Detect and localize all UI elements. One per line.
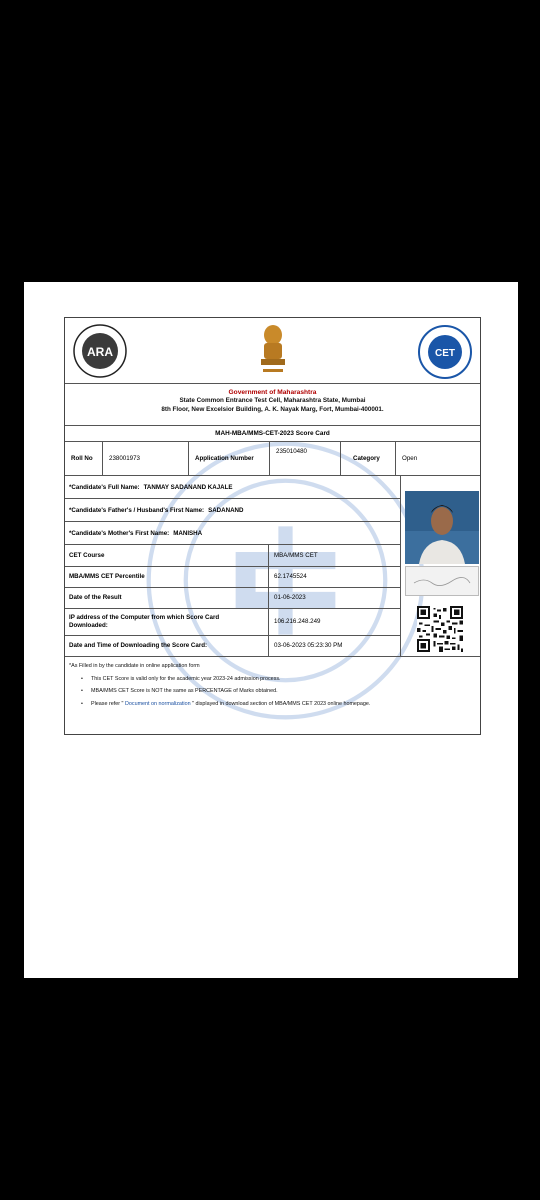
ara-logo	[72, 323, 128, 379]
normalization-document-link[interactable]: Document on normalization	[124, 700, 191, 707]
cet-logo	[417, 324, 473, 380]
father-name-label: *Candidate's Father's / Husband's First Name:	[69, 506, 205, 514]
ip-label	[65, 608, 269, 635]
mother-name-row	[65, 522, 401, 545]
percentile-value: 62.1745524	[269, 566, 401, 587]
address-block	[65, 384, 480, 426]
score-card	[64, 317, 481, 735]
download-time-label: Date and Time of Downloading the Score Card:	[65, 635, 269, 656]
father-name-row	[65, 499, 401, 522]
roll-row	[65, 442, 480, 476]
father-name-value: SADANAND	[208, 506, 244, 514]
result-date-label: Date of the Result	[65, 587, 269, 608]
ip-label-line-1: IP address of the Computer from which Score Card	[69, 613, 220, 621]
document-page	[24, 282, 518, 978]
divider	[65, 656, 481, 657]
notes-list	[69, 673, 480, 711]
percentile-label: MBA/MMS CET Percentile	[65, 566, 269, 587]
scorecard-title: MAH-MBA/MMS-CET-2023 Score Card	[65, 426, 480, 442]
candidate-signature	[405, 566, 479, 596]
full-name-value: TANMAY SADANAND KAJALE	[143, 483, 233, 491]
full-name-label: *Candidate's Full Name:	[69, 483, 140, 491]
cet-course-label: CET Course	[65, 545, 269, 566]
note-3-suffix: " displayed in download section of MBA/MMS CET 2023 online homepage.	[190, 700, 371, 707]
note-item-3	[91, 698, 480, 711]
signature-stroke	[406, 567, 478, 595]
roll-no-label: Roll No	[65, 442, 103, 475]
roll-no-value: 238001973	[103, 442, 189, 475]
address-line-2: 8th Floor, New Excelsior Building, A. K. Nayak Marg, Fort, Mumbai-400001.	[161, 405, 384, 413]
address-line-1: State Common Entrance Test Cell, Maharashtra State, Mumbai	[179, 397, 366, 405]
application-number-label: Application Number	[189, 442, 270, 475]
notes-section	[65, 660, 480, 710]
mother-name-label: *Candidate's Mother's First Name:	[69, 529, 170, 537]
ip-address-value: 106.216.248.249	[269, 608, 401, 635]
state-emblem-icon	[254, 321, 292, 379]
full-name-row	[65, 476, 401, 499]
candidate-photo	[405, 491, 479, 564]
cet-course-value: MBA/MMS CET	[269, 545, 401, 566]
download-time-value: 03-06-2023 05:23:30 PM	[269, 635, 401, 656]
note-item-1: • This CET Score is valid only for the academic year 2023-24 admission process.	[91, 673, 480, 686]
category-label: Category	[341, 442, 396, 475]
logo-row	[65, 318, 480, 384]
gov-title: Government of Maharashtra	[228, 389, 317, 396]
category-value: Open	[402, 455, 418, 462]
mother-name-value: MANISHA	[173, 529, 203, 537]
application-number-value: 235010480	[270, 442, 341, 475]
note-3-prefix: Please refer "	[91, 700, 125, 707]
note-intro: *As Filled in by the candidate in online application form	[69, 663, 200, 669]
ip-label-line-2: Downloaded:	[69, 621, 108, 629]
qr-code	[414, 606, 466, 652]
cet-logo-text: CET	[435, 348, 455, 359]
note-item-2: • MBA/MMS CET Score is NOT the same as PERCENTAGE of Marks obtained.	[91, 685, 480, 698]
ara-logo-text: ARA	[87, 345, 113, 359]
result-date-value: 01-06-2023	[269, 587, 401, 608]
